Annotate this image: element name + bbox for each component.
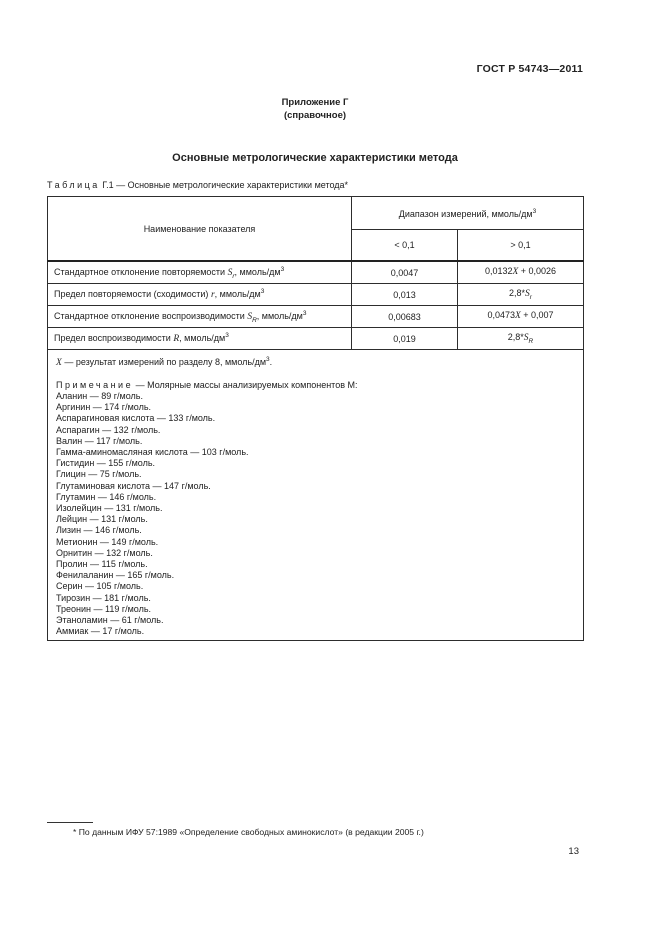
component-line: Гистидин — 155 г/моль. xyxy=(56,458,156,469)
component-line: Пролин — 115 г/моль. xyxy=(56,559,148,570)
component-line: Орнитин — 132 г/моль. xyxy=(56,547,153,558)
header-indicator-name: Наименование показателя xyxy=(48,197,352,262)
note-heading xyxy=(56,380,575,390)
component-line: Аргинин — 174 г/моль. xyxy=(56,402,152,413)
component-line: Глутамин — 146 г/моль. xyxy=(56,491,157,502)
header-range-high: > 0,1 xyxy=(458,230,584,262)
indicator-unit: , ммоль/дм xyxy=(179,332,226,343)
indicator-text: Стандартное отклонение повторяемости xyxy=(54,266,228,277)
value-high xyxy=(458,284,584,306)
indicator-name xyxy=(48,284,352,306)
table-note-cell xyxy=(48,350,584,641)
indicator-symbol: S xyxy=(247,311,253,322)
value-low: 0,019 xyxy=(352,328,458,350)
value-high-var: X xyxy=(512,267,519,278)
footnote-rule xyxy=(47,822,93,823)
header-range-span xyxy=(352,197,584,230)
indicator-symbol-sub: R xyxy=(252,316,257,324)
component-line: Треонин — 119 г/моль. xyxy=(56,603,152,614)
header-range-text: Диапазон измерений, ммоль/дм xyxy=(398,208,533,219)
components-list xyxy=(56,391,575,637)
value-high-post: + 0,007 xyxy=(520,310,554,321)
table-row xyxy=(48,306,584,328)
indicator-text: Предел воспроизводимости xyxy=(54,332,174,343)
table-caption xyxy=(47,180,348,190)
value-high-post: + 0,0026 xyxy=(518,266,557,277)
indicator-name xyxy=(48,306,352,328)
indicator-unit-sup: 3 xyxy=(260,287,265,295)
component-line: Лейцин — 131 г/моль. xyxy=(56,514,148,525)
x-text: — результат измерений по разделу 8, ммоль/дм xyxy=(61,357,267,367)
value-high-pre: 2,8* xyxy=(509,288,526,299)
indicator-unit: , ммоль/дм xyxy=(234,266,281,277)
value-high-sub: r xyxy=(529,293,532,301)
indicator-unit: , ммоль/дм xyxy=(256,310,303,321)
component-line: Валин — 117 г/моль. xyxy=(56,435,143,446)
indicator-text: Стандартное отклонение воспроизводимости xyxy=(54,310,248,321)
table-note-row xyxy=(48,350,584,641)
value-high-var: S xyxy=(523,333,529,344)
indicator-unit: , ммоль/дм xyxy=(214,288,261,299)
component-line: Аланин — 89 г/моль. xyxy=(56,391,143,401)
indicator-unit-sup: 3 xyxy=(302,309,307,317)
note-text: — Молярные массы анализируемых компонентов М: xyxy=(133,380,358,390)
annex-heading xyxy=(47,97,583,122)
indicator-text: Предел повторяемости (сходимости) xyxy=(54,288,211,299)
component-line: Аммиак — 17 г/моль. xyxy=(56,626,145,637)
x-var: X xyxy=(56,358,62,368)
component-line: Глицин — 75 г/моль. xyxy=(56,469,142,480)
indicator-name xyxy=(48,328,352,350)
component-line: Серин — 105 г/моль. xyxy=(56,581,144,592)
header-range-low: < 0,1 xyxy=(352,230,458,262)
value-high xyxy=(458,306,584,328)
component-line: Фенилаланин — 165 г/моль. xyxy=(56,570,175,581)
note-label: Примечание xyxy=(56,380,134,390)
doc-number: ГОСТ Р 54743—2011 xyxy=(476,63,583,75)
metrology-table xyxy=(47,196,584,641)
table-caption-label: Таблица xyxy=(47,180,100,190)
indicator-symbol: S xyxy=(227,267,233,278)
value-high-sub: R xyxy=(528,337,534,345)
component-line: Метионин — 149 г/моль. xyxy=(56,536,159,547)
page-number: 13 xyxy=(568,846,579,857)
component-line: Гамма-аминомасляная кислота — 103 г/моль. xyxy=(56,447,249,458)
annex-subtitle: (справочное) xyxy=(283,109,347,121)
metrology-table-wrap xyxy=(47,196,584,641)
indicator-symbol-sub: r xyxy=(232,272,235,280)
table-caption-text: Г.1 — Основные метрологические характеристики метода* xyxy=(99,180,349,190)
value-high-var: S xyxy=(525,289,530,300)
content-block xyxy=(47,0,583,936)
header-range-sup: 3 xyxy=(532,207,537,215)
component-line: Аспарагин — 132 г/моль. xyxy=(56,424,161,435)
table-row xyxy=(48,261,584,284)
component-line: Тирозин — 181 г/моль. xyxy=(56,592,151,603)
x-definition xyxy=(56,356,575,368)
value-high xyxy=(458,328,584,350)
table-row xyxy=(48,328,584,350)
annex-title: Приложение Г xyxy=(281,97,349,108)
value-high-pre: 0,0132 xyxy=(484,266,513,277)
page-title: Основные метрологические характеристики метода xyxy=(172,152,458,164)
indicator-unit-sup: 3 xyxy=(225,331,229,339)
indicator-symbol: r xyxy=(210,289,215,300)
value-high-pre: 2,8* xyxy=(507,332,524,343)
component-line: Изолейцин — 131 г/моль. xyxy=(56,503,163,514)
table-row xyxy=(48,284,584,306)
value-low: 0,013 xyxy=(352,284,458,306)
value-high xyxy=(458,261,584,284)
indicator-unit-sup: 3 xyxy=(280,265,285,273)
value-low: 0,0047 xyxy=(352,261,458,284)
indicator-symbol: R xyxy=(173,333,180,344)
component-line: Глутаминовая кислота — 147 г/моль. xyxy=(56,480,211,491)
value-low: 0,00683 xyxy=(352,306,458,328)
value-high-pre: 0,0473 xyxy=(487,310,515,321)
x-end: . xyxy=(269,357,273,367)
x-sup: 3 xyxy=(266,356,270,363)
value-high-var: X xyxy=(514,311,521,322)
indicator-name xyxy=(48,261,352,284)
component-line: Аспарагиновая кислота — 133 г/моль. xyxy=(56,413,216,424)
component-line: Лизин — 146 г/моль. xyxy=(56,525,142,536)
table-header-row xyxy=(48,197,584,230)
footnote-text: * По данным ИФУ 57:1989 «Определение свободных аминокислот» (в редакции 2005 г.) xyxy=(73,827,424,837)
component-line: Этаноламин — 61 г/моль. xyxy=(56,615,164,626)
